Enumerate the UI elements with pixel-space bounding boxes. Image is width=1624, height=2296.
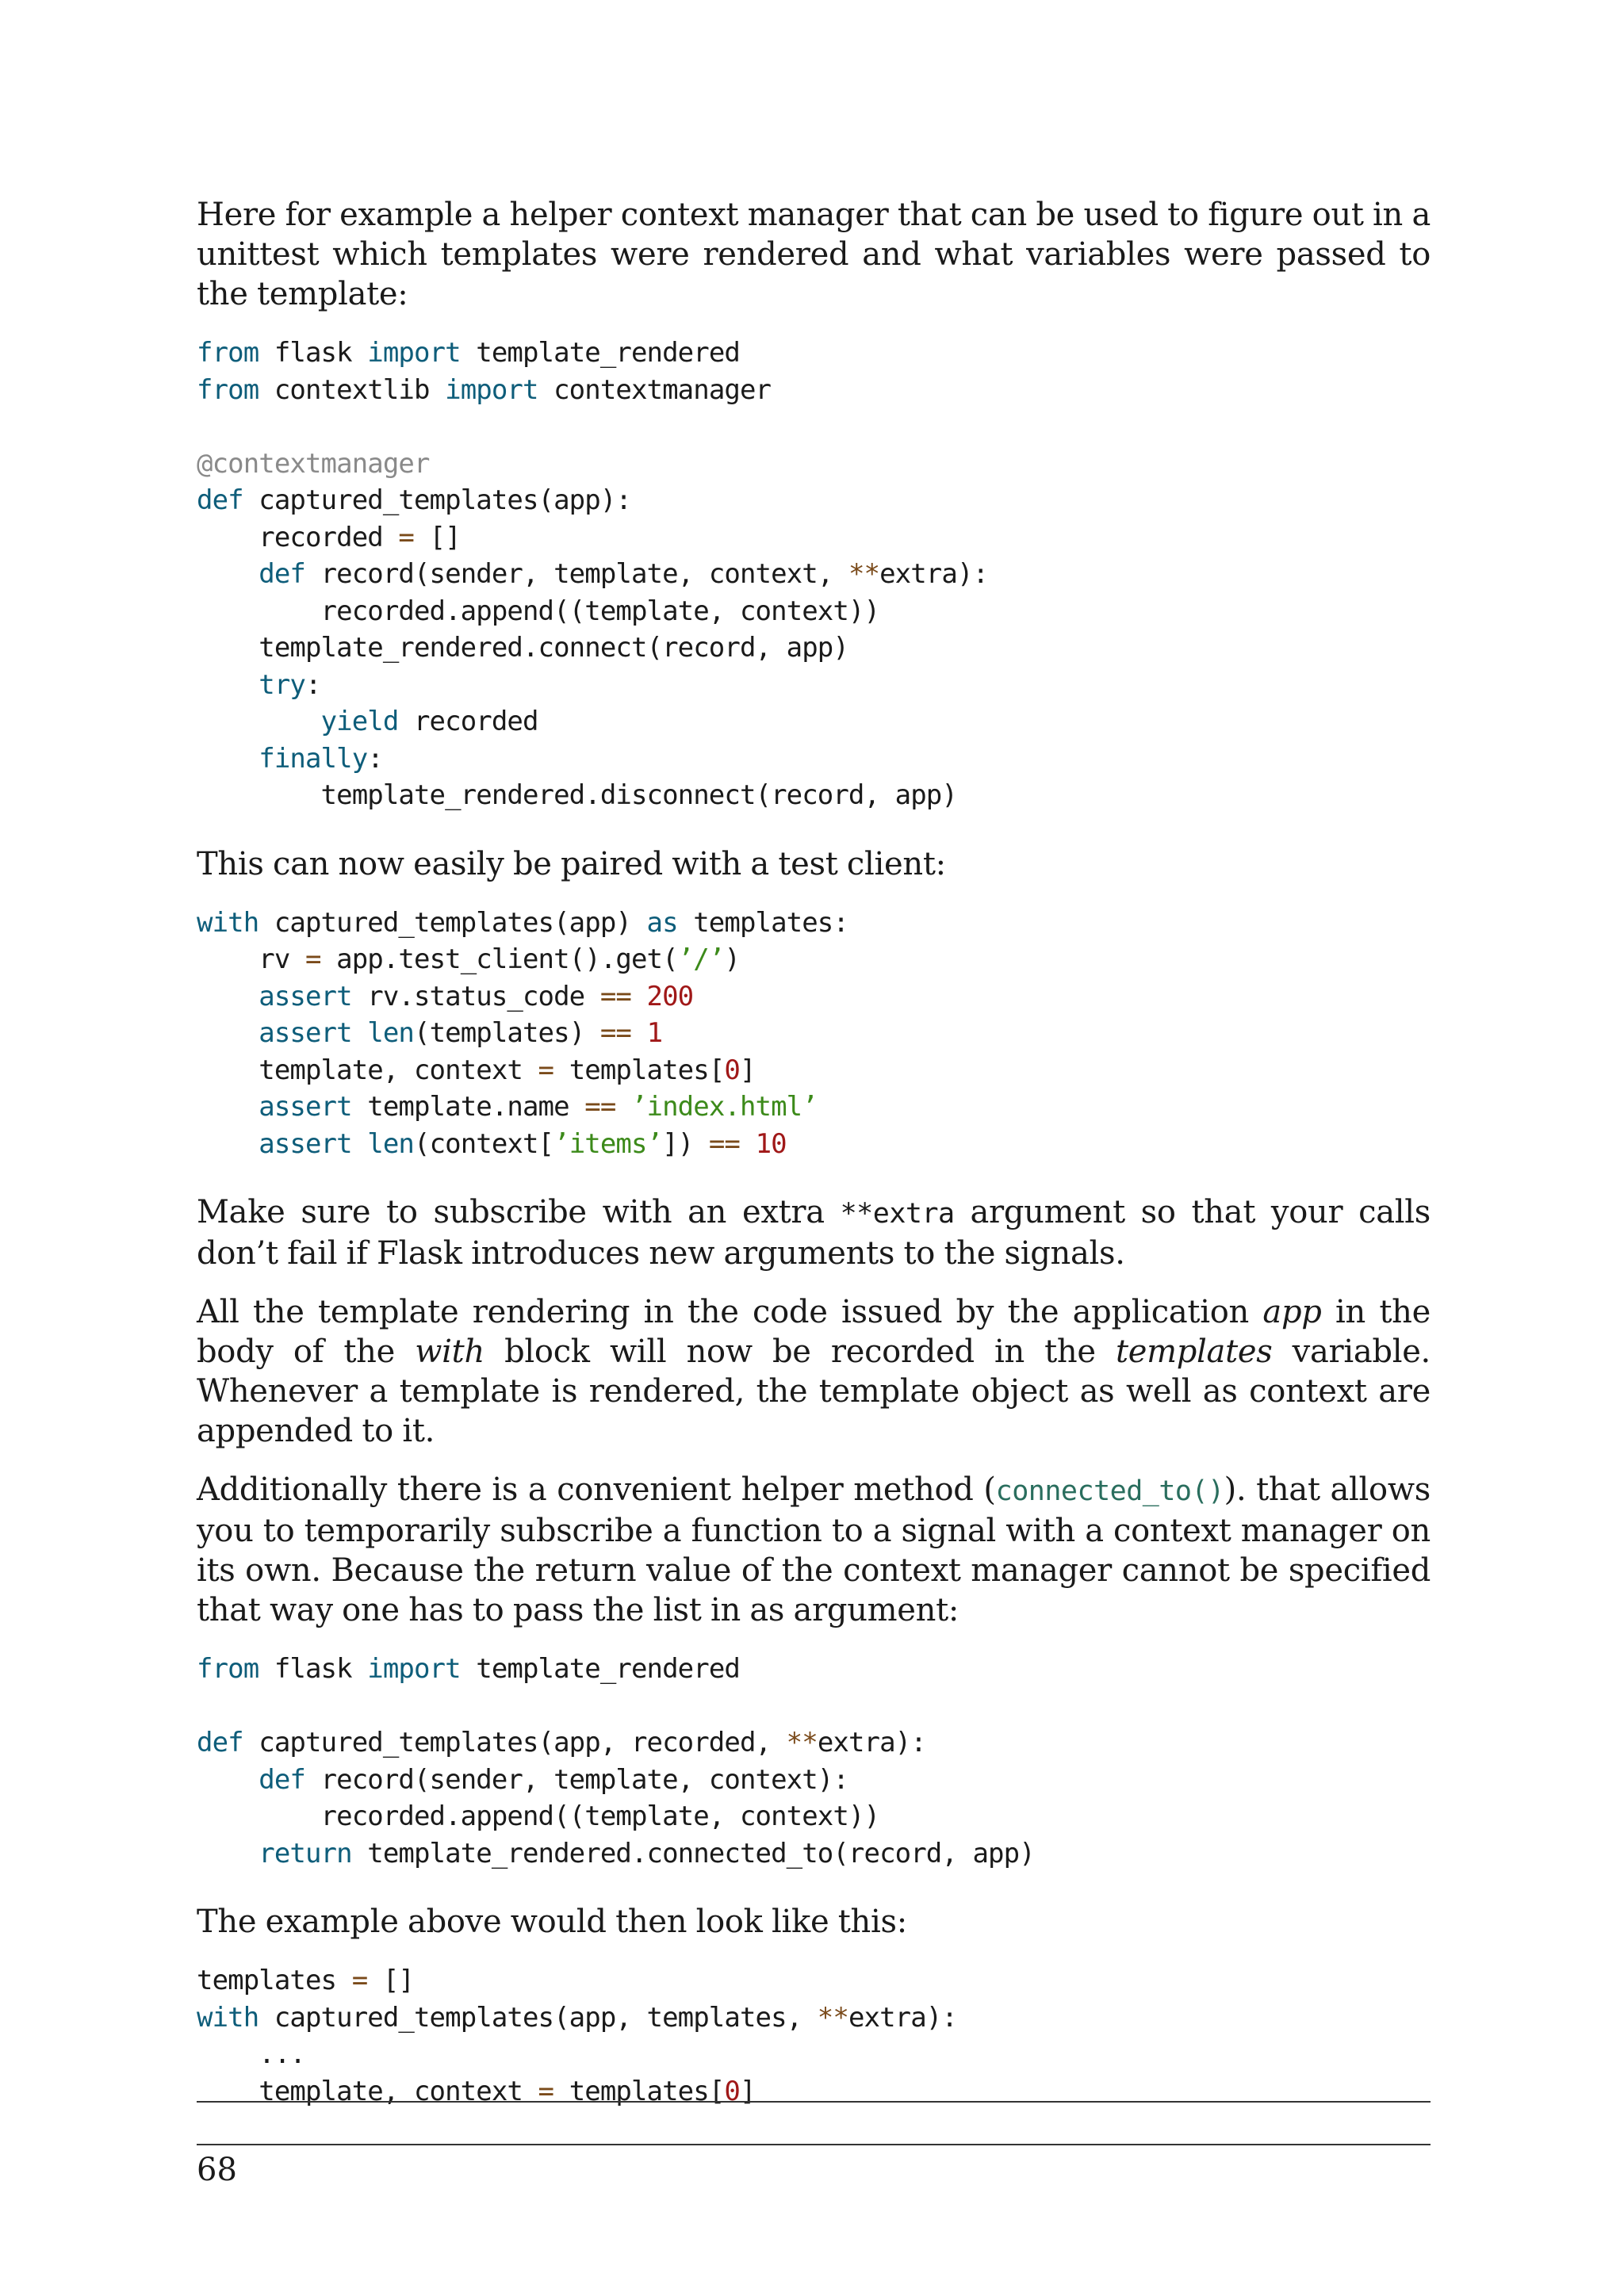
code-token: try — [259, 668, 305, 701]
code-token — [197, 743, 259, 775]
code-token: len — [367, 1127, 414, 1160]
code-token: extra): — [848, 2001, 957, 2034]
code-token: yield — [320, 706, 399, 737]
code-token: = — [398, 521, 414, 553]
code-token: ** — [817, 2001, 848, 2034]
footer-rule-bottom — [197, 2144, 1431, 2145]
code-token: def — [259, 1763, 305, 1796]
code-line — [197, 372, 1431, 409]
code-token: ... — [197, 2038, 305, 2070]
text-fragment: All the template rendering in the code issued by the application — [197, 1294, 1263, 1330]
code-token: templates[ — [553, 2075, 725, 2107]
text-fragment: ). that allows you to temporarily subscribe a function to a signal with a context manager on its own. Because the return value of the context manager cannot be specified that way one has to pass the list in as argument: — [197, 1471, 1431, 1628]
code-token: 200 — [646, 980, 694, 1012]
code-token: contextmanager — [538, 373, 772, 406]
code-line — [197, 593, 1431, 630]
code-token: templates[ — [553, 1054, 725, 1086]
code-token — [197, 1091, 259, 1123]
code-line — [197, 1798, 1431, 1835]
code-token: ] — [739, 2075, 756, 2107]
code-token: from — [197, 337, 259, 369]
code-token: import — [445, 373, 538, 406]
code-token — [631, 1017, 647, 1049]
code-line — [197, 482, 1431, 519]
code-token: templates: — [677, 906, 848, 939]
code-token: with — [197, 2001, 259, 2034]
code-line — [197, 1015, 1431, 1052]
code-token: recorded — [398, 706, 538, 737]
code-token: == — [599, 980, 631, 1012]
code-token: recorded.append((template, context)) — [197, 1800, 880, 1832]
code-token: == — [708, 1127, 740, 1160]
code-token: ] — [739, 1054, 756, 1086]
code-block-example-usage — [197, 1962, 1431, 2110]
code-token: return — [259, 1837, 352, 1869]
emphasis-templates: templates — [1115, 1334, 1273, 1370]
code-line — [197, 556, 1431, 593]
code-token: len — [367, 1017, 414, 1049]
code-line — [197, 446, 1431, 483]
code-token — [197, 1764, 259, 1796]
text-fragment: Make sure to subscribe with an extra — [197, 1194, 841, 1230]
code-token: = — [351, 1965, 368, 1996]
link-connected-to[interactable]: connected_to() — [995, 1475, 1224, 1507]
code-token: template_rendered.connected_to(record, app) — [351, 1837, 1035, 1869]
code-token: assert — [259, 1017, 352, 1049]
code-token: captured_templates(app) — [259, 906, 647, 939]
page-number: 68 — [197, 2152, 237, 2188]
code-token: import — [367, 337, 461, 369]
code-token: def — [197, 484, 243, 516]
code-token: template.name — [351, 1091, 585, 1123]
code-token: ** — [848, 558, 880, 590]
code-token: captured_templates(app, recorded, — [243, 1727, 787, 1758]
code-token: from — [197, 1653, 259, 1685]
code-token: ** — [786, 1727, 818, 1758]
code-token: = — [538, 2075, 554, 2107]
code-line — [197, 629, 1431, 667]
footer-rule-top — [197, 2101, 1431, 2103]
code-token: rv.status_code — [351, 980, 600, 1012]
code-token — [197, 1128, 259, 1160]
code-token: record(sender, template, context): — [305, 1763, 848, 1796]
code-token — [740, 1128, 756, 1160]
code-line — [197, 941, 1431, 978]
code-token: (context[ — [414, 1127, 554, 1160]
code-token: ]) — [662, 1127, 709, 1160]
code-token: record(sender, template, context, — [305, 558, 848, 590]
emphasis-with: with — [415, 1334, 485, 1370]
code-token: recorded.append((template, context)) — [197, 595, 880, 627]
paragraph-template-rendering — [197, 1292, 1431, 1451]
text-fragment: argument so that your calls don’t fail if Flask introduces new arguments to the signals. — [197, 1194, 1431, 1272]
code-token: def — [259, 558, 305, 590]
code-token — [197, 706, 321, 737]
paragraph-intro: Here for example a helper context manager that can be used to figure out in a unittest which templates were rendered and what variables were passed to the template: — [197, 197, 1431, 312]
code-token: == — [584, 1091, 616, 1123]
code-token — [197, 1838, 259, 1869]
code-block-captured-templates — [197, 335, 1431, 814]
paragraph-extra-argument — [197, 1192, 1431, 1273]
code-line — [197, 703, 1431, 740]
text-fragment: in the body of the — [197, 1294, 1431, 1370]
code-token: 0 — [724, 1054, 740, 1086]
text-fragment: variable. Whenever a template is rendered, the template object as well as context are appended to it. — [197, 1334, 1431, 1449]
code-token: = — [305, 943, 321, 975]
code-line — [197, 1688, 1431, 1725]
code-token: assert — [259, 980, 352, 1012]
code-token — [352, 1017, 368, 1049]
code-block-connected-to — [197, 1651, 1431, 1872]
code-token: contextlib — [259, 373, 446, 406]
code-token — [197, 669, 259, 701]
code-line — [197, 408, 1431, 446]
code-token — [615, 1091, 631, 1123]
code-token: ) — [724, 943, 740, 975]
code-token: templates — [197, 1965, 352, 1996]
code-token: template_rendered — [460, 1653, 740, 1685]
code-line — [197, 667, 1431, 704]
code-token: 10 — [755, 1127, 787, 1160]
code-line — [197, 1999, 1431, 2037]
code-token: recorded — [197, 521, 399, 553]
code-token — [631, 981, 647, 1012]
code-line — [197, 335, 1431, 372]
code-token: extra): — [817, 1727, 926, 1758]
code-token: ’items’ — [553, 1127, 663, 1160]
code-line — [197, 1052, 1431, 1089]
code-token: template_rendered.disconnect(record, app) — [197, 779, 957, 811]
paragraph-example-above: The example above would then look like this: — [197, 1904, 907, 1940]
code-token: app.test_client().get( — [320, 943, 678, 975]
code-line — [197, 1962, 1431, 1999]
code-token: 1 — [646, 1017, 663, 1049]
code-line — [197, 2073, 1431, 2110]
code-token: ’/’ — [677, 943, 725, 975]
code-line — [197, 519, 1431, 557]
code-token: : — [305, 668, 321, 701]
code-token — [197, 1017, 259, 1049]
code-token: == — [599, 1017, 631, 1049]
code-line — [197, 777, 1431, 814]
code-line — [197, 1126, 1431, 1163]
code-token: assert — [259, 1127, 352, 1160]
code-token: from — [197, 373, 259, 406]
code-token: ’index.html’ — [630, 1091, 818, 1123]
code-token: finally — [259, 742, 368, 775]
code-token: template, context — [197, 2075, 538, 2107]
code-token: rv — [197, 943, 305, 975]
code-token: captured_templates(app): — [243, 484, 631, 516]
emphasis-app: app — [1262, 1294, 1322, 1330]
code-token: @contextmanager — [197, 447, 430, 480]
code-line — [197, 740, 1431, 778]
code-line — [197, 1089, 1431, 1126]
inline-code-extra: **extra — [840, 1198, 955, 1230]
page-content — [197, 195, 1431, 2140]
code-block-test-client — [197, 905, 1431, 1163]
code-token: flask — [259, 1653, 368, 1685]
code-line — [197, 1651, 1431, 1688]
text-fragment: Additionally there is a convenient helper method ( — [197, 1471, 996, 1508]
code-token — [197, 981, 259, 1012]
code-line — [197, 1762, 1431, 1799]
code-token — [352, 1128, 368, 1160]
code-token: as — [646, 906, 678, 939]
code-token: = — [538, 1054, 554, 1086]
code-token: [] — [414, 521, 461, 553]
code-token: template, context — [197, 1054, 538, 1086]
code-token: template_rendered — [460, 337, 740, 369]
code-token: template_rendered.connect(record, app) — [197, 632, 848, 664]
paragraph-test-client: This can now easily be paired with a test client: — [197, 845, 946, 882]
code-token: (templates) — [414, 1017, 600, 1049]
code-token: 0 — [724, 2075, 740, 2107]
paragraph-connected-to — [197, 1470, 1431, 1630]
code-token: : — [367, 742, 383, 775]
code-line — [197, 2036, 1431, 2073]
code-token: assert — [259, 1091, 352, 1123]
code-token: flask — [259, 337, 368, 369]
code-token: def — [197, 1727, 243, 1758]
code-token: [] — [367, 1965, 414, 1996]
code-line — [197, 1724, 1431, 1762]
code-token: import — [367, 1653, 461, 1685]
text-fragment: block will now be recorded in the — [484, 1334, 1116, 1370]
code-line — [197, 1835, 1431, 1873]
code-line — [197, 978, 1431, 1016]
code-line — [197, 905, 1431, 942]
code-token: with — [197, 906, 259, 939]
code-token — [197, 558, 259, 590]
code-token: extra): — [879, 558, 989, 590]
code-token: captured_templates(app, templates, — [259, 2001, 818, 2034]
